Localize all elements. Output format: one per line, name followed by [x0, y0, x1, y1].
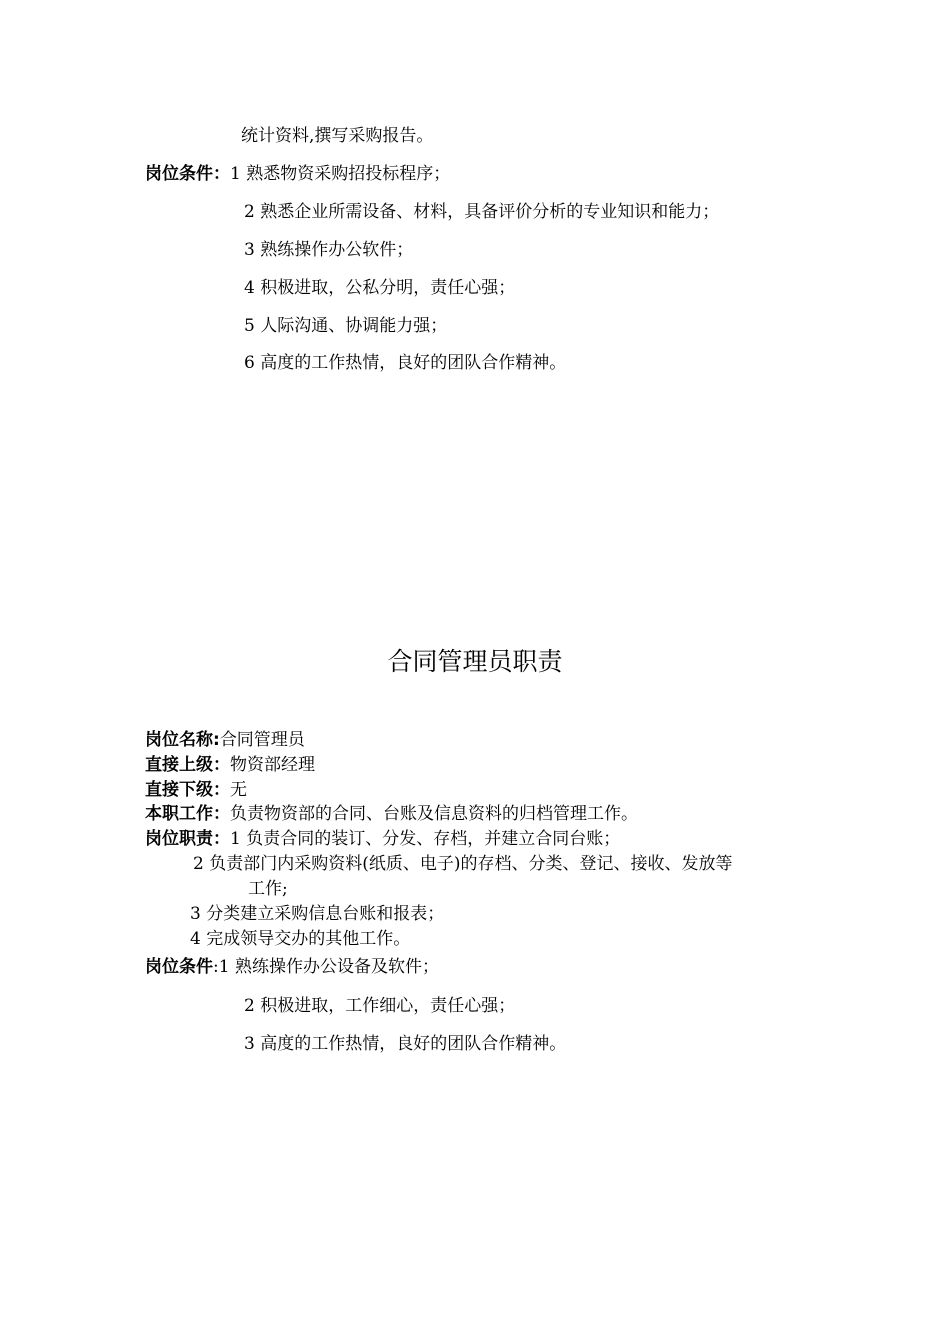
duties-line-1: [145, 828, 620, 850]
condition-item: 5 人际沟通、协调能力强；: [244, 316, 448, 336]
duty-item: 3 分类建立采购信息台账和报表；: [190, 904, 445, 924]
condition2-item: 1 熟练操作办公设备及软件；: [218, 957, 439, 977]
subordinate-value: 无: [230, 780, 247, 800]
superior-value: 物资部经理: [230, 755, 315, 775]
position-name-value: 合同管理员: [219, 730, 305, 750]
duty-item: 2 负责部门内采购资料(纸质、电子)的存档、分类、登记、接收、发放等: [193, 854, 733, 874]
conditions2-label: 岗位条件: [145, 957, 213, 977]
position-name-label: 岗位名称:: [145, 730, 220, 750]
condition-item: 4 积极进取，公私分明，责任心强；: [244, 278, 516, 298]
work-label: 本职工作：: [145, 804, 230, 824]
conditions-line-1: [145, 163, 450, 185]
duty-item: 1 负责合同的装订、分发、存档，并建立合同台账；: [230, 829, 621, 849]
work-line: [145, 803, 638, 825]
superior-line: [145, 754, 315, 776]
conditions2-line-1: [145, 956, 439, 978]
position-name-line: [145, 729, 305, 751]
superior-label: 直接上级：: [145, 755, 230, 775]
conditions-label: 岗位条件：: [145, 164, 230, 184]
condition-item: 3 熟练操作办公软件；: [244, 240, 414, 260]
condition-item: 2 熟悉企业所需设备、材料，具备评价分析的专业知识和能力；: [244, 202, 720, 222]
duties-label: 岗位职责：: [145, 829, 230, 849]
continuation-text: 统计资料,撰写采购报告。: [241, 126, 434, 146]
duty-item-continuation: 工作;: [248, 879, 288, 899]
section-title: 合同管理员职责: [387, 647, 563, 676]
condition2-item: 2 积极进取，工作细心，责任心强；: [244, 996, 516, 1016]
duty-item: 4 完成领导交办的其他工作。: [190, 929, 411, 949]
work-value: 负责物资部的合同、台账及信息资料的归档管理工作。: [230, 804, 638, 824]
condition-item: 6 高度的工作热情，良好的团队合作精神。: [244, 353, 567, 373]
subordinate-label: 直接下级：: [145, 780, 230, 800]
subordinate-line: [145, 779, 247, 801]
condition2-item: 3 高度的工作热情，良好的团队合作精神。: [244, 1034, 567, 1054]
condition-item: 1 熟悉物资采购招投标程序；: [230, 164, 451, 184]
conditions2-label-suffix: :: [213, 957, 219, 977]
